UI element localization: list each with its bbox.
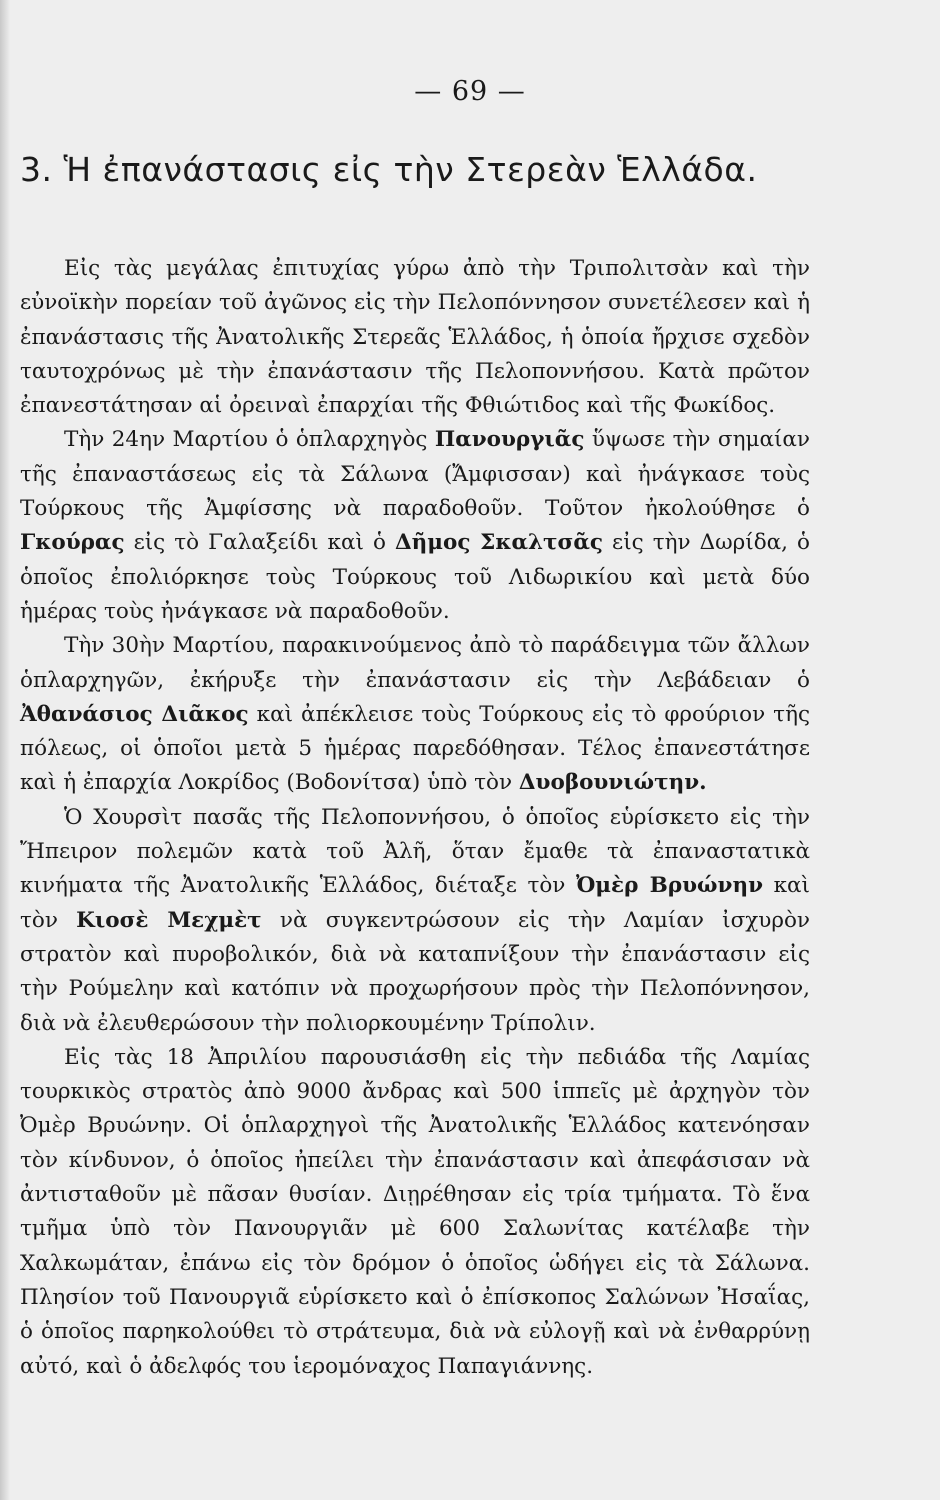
paragraph [20, 629, 810, 800]
person-name: Πανουργιᾶς [434, 427, 585, 453]
text-run: καὶ τὸν [20, 873, 810, 933]
paragraph [20, 801, 810, 1041]
text-run: ὕψωσε τὴν σημαίαν τῆς ἐπαναστάσεως εἰς τὰ Σάλωνα (Ἄμφισσαν) καὶ ἠνάγκασε τοὺς Τούρκους τῆς Ἀμφίσσης νὰ παραδοθοῦν. Τοῦτον ἠκολούθησε ὁ [20, 427, 810, 522]
page-number: — 69 — [414, 76, 526, 107]
page-edge-shadow [0, 0, 10, 1500]
text-run: εἰς τὴν Δωρίδα, ὁ ὁποῖος ἐπολιόρκησε τοὺς Τούρκους τοῦ Λιδωρικίου καὶ μετὰ δύο ἡμέρας τοὺς ἠνάγκασε νὰ παραδοθοῦν. [20, 530, 810, 624]
text-run: Εἰς τὰς 18 Ἀπριλίου παρουσιάσθη εἰς τὴν πεδιάδα τῆς Λαμίας τουρκικὸς στρατὸς ἀπὸ 9000 ἄνδρας καὶ 500 ἱππεῖς μὲ ἀρχηγὸν τὸν Ὀμὲρ Βρυώνην. Οἱ ὁπλαρχηγοὶ τῆς Ἀνατολικῆς Ἑλλάδος κατενόησαν τὸν κίνδυνον, ὁ ὁποῖος ἠπείλει τὴν ἐπανάστασιν καὶ ἀπεφάσισαν νὰ ἀντισταθοῦν μὲ πᾶσαν θυσίαν. Διῃρέθησαν εἰς τρία τμήματα. Τὸ ἕνα τμῆμα ὑπὸ τὸν Πανουργιᾶν μὲ 600 Σαλωνίτας κατέλαβε τὴν Χαλκωμάταν, ἐπάνω εἰς τὸν δρόμον ὁ ὁποῖος ὡδήγει εἰς τὰ Σάλωνα. Πλησίον τοῦ Πανουργιᾶ εὑρίσκετο καὶ ὁ ἐπίσκοπος Σαλώνων Ἠσαΐας, ὁ ὁποῖος παρηκολούθει τὸ στράτευμα, διὰ νὰ εὐλογῇ καὶ νὰ ἐνθαρρύνῃ αὐτό, καὶ ὁ ἀδελφός του ἱερομόναχος Παπαγιάννης. [20, 1044, 810, 1379]
text-run: Τὴν 24ην Μαρτίου ὁ ὁπλαρχηγὸς [64, 427, 435, 453]
person-name: Δῆμος Σκαλτσᾶς [394, 530, 604, 556]
text-run: Ὁ Χουρσὶτ πασᾶς τῆς Πελοποννήσου, ὁ ὁποῖος εὑρίσκετο εἰς τὴν Ἤπειρον πολεμῶν κατὰ τοῦ Ἀλῆ, ὅταν ἔμαθε τὰ ἐπαναστατικὰ κινήματα τῆς Ἀνατολικῆς Ἑλλάδος, διέταξε τὸν [20, 804, 810, 899]
paragraph [20, 423, 810, 629]
person-name: Ἀθανάσιος Διᾶκος [20, 701, 249, 727]
text-run: Τὴν 30ὴν Μαρτίου, παρακινούμενος ἀπὸ τὸ παράδειγμα τῶν ἄλλων ὁπλαρχηγῶν, ἐκήρυξε τὴν ἐπανάστασιν εἰς τὴν Λεβάδειαν ὁ [20, 633, 810, 693]
text-run: Εἰς τὰς μεγάλας ἐπιτυχίας γύρω ἀπὸ τὴν Τριπολιτσὰν καὶ τὴν εὐνοϊκὴν πορείαν τοῦ ἀγῶνος εἰς τὴν Πελοπόννησον συνετέλεσεν καὶ ἡ ἐπανάστασις τῆς Ἀνατολικῆς Στερεᾶς Ἑλλάδος, ἡ ὁποία ἤρχισε σχεδὸν ταυτοχρόνως μὲ τὴν ἐπανάστασιν τῆς Πελοποννήσου. Κατὰ πρῶτον ἐπανεστάτησαν αἱ ὀρειναὶ ἐπαρχίαι τῆς Φθιώτιδος καὶ τῆς Φωκίδος. [20, 256, 810, 419]
section-heading: 3. Ἡ ἐπανάστασις εἰς τὴν Στερεὰν Ἑλλάδα. [20, 150, 758, 189]
text-run: εἰς τὸ Γαλαξείδι καὶ ὁ [124, 530, 395, 556]
person-name: Δυοβουνιώτην. [518, 770, 707, 796]
paragraph [20, 252, 810, 423]
body-text [20, 252, 810, 1384]
person-name: Ὀμὲρ Βρυώνην [575, 873, 763, 899]
text-run: καὶ ἀπέκλεισε τοὺς Τούρκους εἰς τὸ φρούριον τῆς πόλεως, οἱ ὁποῖοι μετὰ 5 ἡμέρας παρεδόθησαν. Τέλος ἐπανεστάτησε καὶ ἡ ἐπαρχία Λοκρίδος (Βοδονίτσα) ὑπὸ τὸν [20, 701, 810, 796]
text-run: νὰ συγκεντρώσουν εἰς τὴν Λαμίαν ἰσχυρὸν στρατὸν καὶ πυροβολικόν, διὰ νὰ καταπνίξουν τὴν ἐπανάστασιν εἰς τὴν Ρούμελην καὶ κατόπιν νὰ προχωρήσουν πρὸς τὴν Πελοπόννησον, διὰ νὰ ἐλευθερώσουν τὴν πολιορκουμένην Τρίπολιν. [20, 907, 811, 1036]
person-name: Κιοσὲ Μεχμὲτ [76, 907, 262, 933]
person-name: Γκούρας [20, 530, 125, 556]
paragraph [20, 1041, 810, 1384]
